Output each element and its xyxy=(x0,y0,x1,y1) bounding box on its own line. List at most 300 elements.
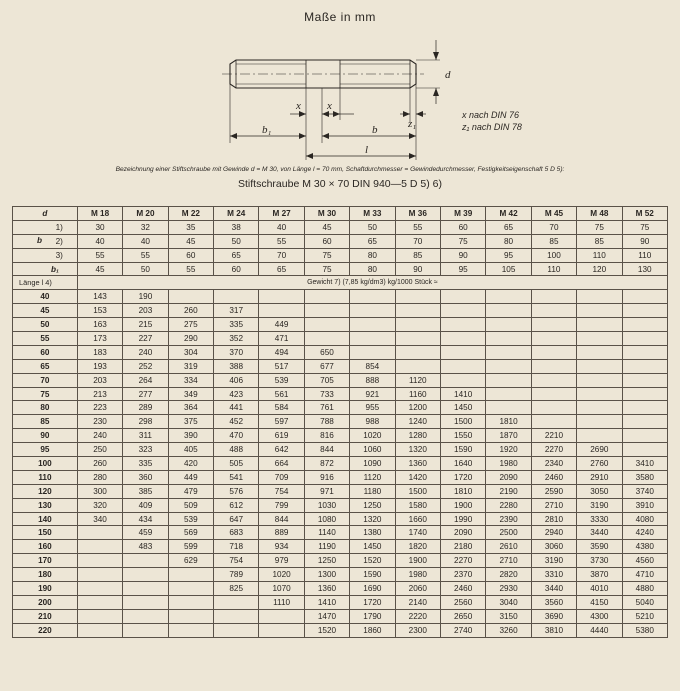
length-cell: 110 xyxy=(13,470,78,484)
length-cell: 95 xyxy=(13,443,78,457)
weight-cell: 2610 xyxy=(486,540,531,554)
weight-cell: 3190 xyxy=(531,554,576,568)
dim-b1-label: b₁ xyxy=(262,124,272,136)
weight-cell: 183 xyxy=(77,345,122,359)
weight-cell: 173 xyxy=(77,332,122,346)
b-value-cell: 110 xyxy=(622,248,667,262)
weight-cell xyxy=(304,332,349,346)
weight-cell: 816 xyxy=(304,429,349,443)
weight-cell: 1030 xyxy=(304,498,349,512)
weight-cell: 650 xyxy=(304,345,349,359)
table-row xyxy=(13,457,668,471)
weight-cell: 1980 xyxy=(395,568,440,582)
b-value-cell: 65 xyxy=(486,220,531,234)
weight-cell: 3810 xyxy=(531,623,576,637)
weight-cell xyxy=(531,387,576,401)
table-row xyxy=(13,318,668,332)
weight-cell: 252 xyxy=(123,359,168,373)
b-value-cell: 90 xyxy=(440,248,485,262)
weight-cell xyxy=(531,318,576,332)
weight-cell xyxy=(440,359,485,373)
weight-cell: 1320 xyxy=(350,512,395,526)
weight-cell: 1020 xyxy=(350,429,395,443)
weight-cell: 854 xyxy=(350,359,395,373)
weight-cell xyxy=(531,345,576,359)
weight-cell: 888 xyxy=(350,373,395,387)
b-value-cell: 35 xyxy=(168,220,213,234)
b-value-cell: 70 xyxy=(531,220,576,234)
weight-cell: 1380 xyxy=(350,526,395,540)
weight-cell xyxy=(123,554,168,568)
weight-cell xyxy=(168,609,213,623)
weight-cell xyxy=(123,582,168,596)
weight-cell: 2560 xyxy=(440,595,485,609)
weight-cell: 988 xyxy=(350,415,395,429)
weight-cell: 230 xyxy=(77,415,122,429)
weight-cell: 153 xyxy=(77,304,122,318)
weight-cell: 599 xyxy=(168,540,213,554)
weight-cell: 517 xyxy=(259,359,304,373)
weight-cell xyxy=(622,345,667,359)
b-value-cell: 110 xyxy=(577,248,622,262)
weight-cell: 441 xyxy=(214,401,259,415)
weight-cell xyxy=(440,332,485,346)
weight-cell: 340 xyxy=(77,512,122,526)
weight-cell xyxy=(77,609,122,623)
weight-cell xyxy=(259,290,304,304)
weight-cell: 317 xyxy=(214,304,259,318)
b-value-cell: 70 xyxy=(395,234,440,248)
weight-cell: 3910 xyxy=(622,498,667,512)
length-cell: 45 xyxy=(13,304,78,318)
weight-cell: 1320 xyxy=(395,443,440,457)
weight-cell: 1140 xyxy=(304,526,349,540)
weight-cell xyxy=(168,290,213,304)
table-row xyxy=(13,484,668,498)
weight-cell: 1820 xyxy=(395,540,440,554)
weight-cell xyxy=(395,304,440,318)
weight-cell: 390 xyxy=(168,429,213,443)
weight-cell: 1420 xyxy=(395,470,440,484)
weight-cell: 2740 xyxy=(440,623,485,637)
weight-cell: 3560 xyxy=(531,595,576,609)
weight-cell: 1580 xyxy=(395,498,440,512)
b-value-cell: 85 xyxy=(577,234,622,248)
b1-value-cell: 110 xyxy=(531,262,576,276)
length-cell: 170 xyxy=(13,554,78,568)
weight-cell: 375 xyxy=(168,415,213,429)
weight-cell: 2710 xyxy=(486,554,531,568)
weight-cell: 1360 xyxy=(304,582,349,596)
weight-cell: 452 xyxy=(214,415,259,429)
weight-cell: 1500 xyxy=(440,415,485,429)
weight-cell xyxy=(350,345,395,359)
weight-cell: 1690 xyxy=(350,582,395,596)
size-header-cell: M 27 xyxy=(259,207,304,221)
weight-cell xyxy=(622,443,667,457)
laenge-label: Länge l 4) xyxy=(13,276,78,290)
weight-cell: 1160 xyxy=(395,387,440,401)
weight-cell: 1060 xyxy=(350,443,395,457)
weight-cell xyxy=(77,623,122,637)
weight-cell: 718 xyxy=(214,540,259,554)
weight-cell xyxy=(577,318,622,332)
weight-cell xyxy=(577,429,622,443)
b1-value-cell: 90 xyxy=(395,262,440,276)
b-row-note: 3) xyxy=(55,250,63,260)
laenge-gewicht-row xyxy=(13,276,668,290)
table-row xyxy=(13,623,668,637)
size-header-cell: M 52 xyxy=(622,207,667,221)
weight-cell: 3060 xyxy=(531,540,576,554)
weight-cell xyxy=(259,623,304,637)
weight-cell: 2940 xyxy=(531,526,576,540)
b-value-cell: 80 xyxy=(350,248,395,262)
weight-cell: 1520 xyxy=(350,554,395,568)
weight-cell xyxy=(531,415,576,429)
weight-cell xyxy=(622,290,667,304)
table-row xyxy=(13,401,668,415)
weight-cell: 3590 xyxy=(577,540,622,554)
weight-cell: 2650 xyxy=(440,609,485,623)
weight-cell: 193 xyxy=(77,359,122,373)
weight-cell: 576 xyxy=(214,484,259,498)
weight-cell: 289 xyxy=(123,401,168,415)
weight-cell: 488 xyxy=(214,443,259,457)
weight-cell: 2340 xyxy=(531,457,576,471)
length-cell: 190 xyxy=(13,582,78,596)
weight-cell xyxy=(168,568,213,582)
weight-cell: 2760 xyxy=(577,457,622,471)
weight-cell: 1080 xyxy=(304,512,349,526)
b-value-cell: 75 xyxy=(622,220,667,234)
table-row xyxy=(13,554,668,568)
weight-cell: 409 xyxy=(123,498,168,512)
weight-cell xyxy=(395,359,440,373)
length-cell: 65 xyxy=(13,359,78,373)
weight-cell: 979 xyxy=(259,554,304,568)
weight-cell: 227 xyxy=(123,332,168,346)
weight-cell: 264 xyxy=(123,373,168,387)
b-value-cell: 100 xyxy=(531,248,576,262)
weight-cell xyxy=(77,582,122,596)
weight-cell: 569 xyxy=(168,526,213,540)
b-value-cell: 60 xyxy=(304,234,349,248)
note-z1-din78: z₁ nach DIN 78 xyxy=(462,122,522,132)
length-cell: 140 xyxy=(13,512,78,526)
weight-cell: 4080 xyxy=(622,512,667,526)
weight-cell: 323 xyxy=(123,443,168,457)
weight-cell: 971 xyxy=(304,484,349,498)
b1-value-cell: 55 xyxy=(168,262,213,276)
table-row xyxy=(13,443,668,457)
b1-row-label: b₁ xyxy=(13,262,78,276)
b-value-cell: 85 xyxy=(531,234,576,248)
weight-cell: 240 xyxy=(123,345,168,359)
weight-cell: 2690 xyxy=(577,443,622,457)
weight-cell: 2180 xyxy=(440,540,485,554)
weight-cell xyxy=(577,373,622,387)
b-row-label xyxy=(13,234,78,248)
b-row-note: 1) xyxy=(55,222,63,232)
size-header-cell: M 24 xyxy=(214,207,259,221)
length-cell: 90 xyxy=(13,429,78,443)
length-cell: 120 xyxy=(13,484,78,498)
weight-cell: 1020 xyxy=(259,568,304,582)
b-row-label xyxy=(13,248,78,262)
b-value-cell: 75 xyxy=(304,248,349,262)
weight-cell: 5040 xyxy=(622,595,667,609)
weight-cell: 889 xyxy=(259,526,304,540)
weight-cell: 683 xyxy=(214,526,259,540)
size-header-cell: M 48 xyxy=(577,207,622,221)
weight-cell xyxy=(486,332,531,346)
weight-cell: 1900 xyxy=(440,498,485,512)
size-header-cell: M 33 xyxy=(350,207,395,221)
b-value-cell: 30 xyxy=(77,220,122,234)
weight-cell: 2190 xyxy=(486,484,531,498)
length-cell: 100 xyxy=(13,457,78,471)
weight-cell xyxy=(486,401,531,415)
weight-cell xyxy=(77,554,122,568)
table-row xyxy=(13,332,668,346)
table-row xyxy=(13,373,668,387)
weight-cell: 1660 xyxy=(395,512,440,526)
weight-cell: 1110 xyxy=(259,595,304,609)
b-value-cell: 65 xyxy=(350,234,395,248)
weight-cell xyxy=(350,332,395,346)
b-value-cell: 60 xyxy=(440,220,485,234)
weight-cell: 3330 xyxy=(577,512,622,526)
weight-cell: 3050 xyxy=(577,484,622,498)
weight-cell: 2370 xyxy=(440,568,485,582)
weight-cell: 1360 xyxy=(395,457,440,471)
weight-cell: 2460 xyxy=(440,582,485,596)
table-row xyxy=(13,387,668,401)
weight-cell: 3870 xyxy=(577,568,622,582)
table-row xyxy=(13,526,668,540)
weight-cell: 3580 xyxy=(622,470,667,484)
weight-cell: 664 xyxy=(259,457,304,471)
dim-x-mid-label: x xyxy=(327,100,332,112)
weight-cell xyxy=(486,387,531,401)
b-value-cell: 50 xyxy=(214,234,259,248)
weight-cell: 4560 xyxy=(622,554,667,568)
b-value-cell: 40 xyxy=(77,234,122,248)
weight-cell: 459 xyxy=(123,526,168,540)
weight-cell: 3040 xyxy=(486,595,531,609)
weight-cell xyxy=(531,304,576,318)
b-value-cell: 45 xyxy=(304,220,349,234)
weight-cell: 1250 xyxy=(304,554,349,568)
weight-cell: 434 xyxy=(123,512,168,526)
weight-cell xyxy=(622,304,667,318)
weight-cell: 2060 xyxy=(395,582,440,596)
weight-cell xyxy=(350,290,395,304)
b-value-cell: 80 xyxy=(486,234,531,248)
weight-cell: 955 xyxy=(350,401,395,415)
weight-cell xyxy=(214,623,259,637)
b-value-cell: 50 xyxy=(350,220,395,234)
weight-cell xyxy=(531,373,576,387)
b-row-label xyxy=(13,220,78,234)
weight-cell: 352 xyxy=(214,332,259,346)
b-row xyxy=(13,248,668,262)
table-row xyxy=(13,429,668,443)
weight-cell xyxy=(214,595,259,609)
weight-cell: 1860 xyxy=(350,623,395,637)
weight-cell: 584 xyxy=(259,401,304,415)
weight-cell: 4710 xyxy=(622,568,667,582)
weight-cell: 1720 xyxy=(440,470,485,484)
table-row xyxy=(13,568,668,582)
weight-cell xyxy=(622,359,667,373)
weight-cell xyxy=(577,401,622,415)
weight-cell: 4880 xyxy=(622,582,667,596)
length-cell: 75 xyxy=(13,387,78,401)
weight-cell xyxy=(622,415,667,429)
weight-cell: 3150 xyxy=(486,609,531,623)
weight-cell: 2930 xyxy=(486,582,531,596)
weight-cell xyxy=(395,332,440,346)
weight-cell: 2090 xyxy=(440,526,485,540)
weight-cell: 260 xyxy=(77,457,122,471)
weight-cell xyxy=(77,526,122,540)
weight-cell: 3410 xyxy=(622,457,667,471)
weight-cell: 1280 xyxy=(395,429,440,443)
b-value-cell: 40 xyxy=(123,234,168,248)
weight-cell: 4440 xyxy=(577,623,622,637)
b-value-cell: 32 xyxy=(123,220,168,234)
b-value-cell: 55 xyxy=(77,248,122,262)
weight-cell: 1470 xyxy=(304,609,349,623)
weight-cell: 304 xyxy=(168,345,213,359)
table-row xyxy=(13,415,668,429)
table-row xyxy=(13,595,668,609)
b-value-cell: 85 xyxy=(395,248,440,262)
designation-caption: Bezeichnung einer Stiftschraube mit Gewinde d = M 30, von Länge l = 70 mm, Schaftdurchmesser = Gewindedurchmesser, Festigkeitseigenschaft 5 D 5): xyxy=(115,166,565,173)
weight-cell: 844 xyxy=(304,443,349,457)
size-header-cell: M 18 xyxy=(77,207,122,221)
weight-cell xyxy=(577,387,622,401)
weight-cell: 1410 xyxy=(304,595,349,609)
weight-cell xyxy=(123,609,168,623)
b1-value-cell: 50 xyxy=(123,262,168,276)
weight-cell xyxy=(486,290,531,304)
weight-cell xyxy=(622,318,667,332)
weight-cell: 642 xyxy=(259,443,304,457)
weight-cell xyxy=(577,304,622,318)
table-row xyxy=(13,609,668,623)
b-value-cell: 55 xyxy=(259,234,304,248)
size-header-cell: M 22 xyxy=(168,207,213,221)
weight-cell: 754 xyxy=(259,484,304,498)
weight-cell: 1740 xyxy=(395,526,440,540)
weight-cell: 449 xyxy=(259,318,304,332)
length-cell: 150 xyxy=(13,526,78,540)
size-header-cell: M 30 xyxy=(304,207,349,221)
weight-cell: 4240 xyxy=(622,526,667,540)
table-row xyxy=(13,470,668,484)
weight-cell: 2270 xyxy=(531,443,576,457)
weight-cell: 2140 xyxy=(395,595,440,609)
weight-cell: 761 xyxy=(304,401,349,415)
weight-cell xyxy=(77,595,122,609)
length-cell: 40 xyxy=(13,290,78,304)
weight-cell: 280 xyxy=(77,470,122,484)
weight-cell: 388 xyxy=(214,359,259,373)
weight-cell: 799 xyxy=(259,498,304,512)
weight-cell: 1450 xyxy=(350,540,395,554)
length-cell: 200 xyxy=(13,595,78,609)
weight-cell: 1240 xyxy=(395,415,440,429)
weight-cell xyxy=(440,345,485,359)
length-cell: 60 xyxy=(13,345,78,359)
weight-cell xyxy=(168,595,213,609)
weight-cell: 1590 xyxy=(440,443,485,457)
b-value-cell: 70 xyxy=(259,248,304,262)
weight-cell: 2710 xyxy=(531,498,576,512)
weight-cell: 471 xyxy=(259,332,304,346)
weight-cell: 1500 xyxy=(395,484,440,498)
weight-cell xyxy=(77,540,122,554)
weight-cell xyxy=(395,318,440,332)
weight-cell xyxy=(486,359,531,373)
size-header-row xyxy=(13,207,668,221)
weight-cell xyxy=(259,609,304,623)
b1-value-cell: 95 xyxy=(440,262,485,276)
weight-cell: 1520 xyxy=(304,623,349,637)
b1-value-cell: 65 xyxy=(259,262,304,276)
weight-cell xyxy=(622,373,667,387)
table-row xyxy=(13,345,668,359)
gewicht-label: Gewicht 7) (7,85 kg/dm3) kg/1000 Stück ≈ xyxy=(77,276,667,290)
weight-cell: 1980 xyxy=(486,457,531,471)
weight-cell: 619 xyxy=(259,429,304,443)
size-header-label: d xyxy=(13,207,78,221)
weight-cell: 2090 xyxy=(486,470,531,484)
weight-cell: 2220 xyxy=(395,609,440,623)
weight-cell: 612 xyxy=(214,498,259,512)
weight-cell xyxy=(123,568,168,582)
weight-cell xyxy=(531,332,576,346)
weight-cell xyxy=(486,318,531,332)
weight-cell: 1640 xyxy=(440,457,485,471)
weight-cell: 2300 xyxy=(395,623,440,637)
weight-cell: 509 xyxy=(168,498,213,512)
length-cell: 130 xyxy=(13,498,78,512)
weight-cell xyxy=(304,290,349,304)
weight-cell xyxy=(577,359,622,373)
weight-cell: 561 xyxy=(259,387,304,401)
weight-cell xyxy=(531,359,576,373)
weight-cell: 825 xyxy=(214,582,259,596)
weight-cell: 789 xyxy=(214,568,259,582)
b1-value-cell: 75 xyxy=(304,262,349,276)
weight-cell xyxy=(577,290,622,304)
b-value-cell: 95 xyxy=(486,248,531,262)
weight-cell xyxy=(123,595,168,609)
weight-cell xyxy=(350,318,395,332)
weight-cell: 319 xyxy=(168,359,213,373)
weight-cell: 277 xyxy=(123,387,168,401)
weight-cell: 385 xyxy=(123,484,168,498)
weight-cell: 788 xyxy=(304,415,349,429)
table-row xyxy=(13,498,668,512)
weight-cell: 3440 xyxy=(531,582,576,596)
dim-x-left-label: x xyxy=(296,100,301,112)
b1-value-cell: 45 xyxy=(77,262,122,276)
